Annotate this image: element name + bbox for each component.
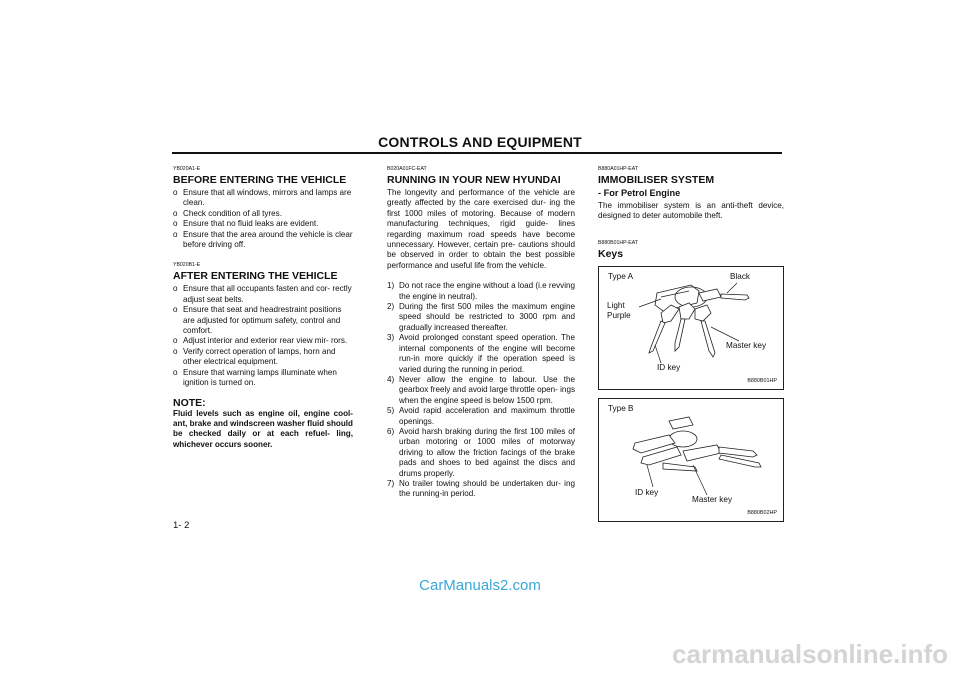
left-column xyxy=(173,164,353,450)
watermark-carmanuals2: CarManuals2.com xyxy=(419,577,541,594)
section-title-running-in: RUNNING IN YOUR NEW HYUNDAI xyxy=(387,174,561,186)
bullet: o xyxy=(173,284,178,294)
list-number: 2) xyxy=(387,302,395,312)
figure-code: B880B02HP xyxy=(747,510,777,516)
master-key-label: Master key xyxy=(726,341,767,350)
light-label: Light xyxy=(607,301,625,310)
master-key-label: Master key xyxy=(692,495,733,504)
type-a-label: Type A xyxy=(608,272,634,281)
figure-keys-type-a xyxy=(598,266,784,390)
figure-keys-type-b xyxy=(598,398,784,522)
section-title-immobiliser: IMMOBILISER SYSTEM xyxy=(598,174,715,186)
list-item: 4) Never allow the engine to labour. Use the gearbox freely and avoid large throttle open- ings when the engine speed is below 1500 rpm. xyxy=(387,374,575,405)
id-key-label: ID key xyxy=(657,363,681,372)
list-number: 7) xyxy=(387,478,395,488)
immobiliser-paragraph: The immobiliser system is an anti-theft device, designed to deter automobile theft. xyxy=(598,201,784,221)
bullet: o xyxy=(173,346,178,356)
right-column xyxy=(598,164,784,263)
list-number: 3) xyxy=(387,333,395,343)
list-item: 3) Avoid prolonged constant speed operation. The internal components of the engine will become run-in more quickly if the operation speed is varied during the running in period. xyxy=(387,333,575,374)
header-divider xyxy=(172,152,782,154)
list-item: 7) No trailer towing should be undertaken dur- ing the running-in period. xyxy=(387,478,575,499)
list-number: 1) xyxy=(387,281,395,291)
page-number: 1- 2 xyxy=(173,520,190,531)
list-item: 6) Avoid harsh braking during the first 100 miles of urban motoring or 1000 miles of motorway driving to allow the friction facings of the brake pads and shoes to bed against the discs and drums properly. xyxy=(387,426,575,478)
section-code: B880A01HP-EAT xyxy=(598,166,638,172)
section-subtitle: - For Petrol Engine xyxy=(598,188,681,198)
figure-code: B880B01HP xyxy=(747,378,777,384)
section-title-after-entering: AFTER ENTERING THE VEHICLE xyxy=(173,270,338,283)
intro-paragraph: The longevity and performance of the vehicle are greatly affected by the care exercised dur- ing the first 1000 miles of motoring. Because of modern manufacturing techniques, rigid guide- lines regarding maximum road speeds have become unnecessary. However, certain pre- cautions should be observed in order to obtain the best possible performance and useful life from the vehicle. xyxy=(387,188,575,270)
list-item: o Adjust interior and exterior rear view mir- rors. xyxy=(173,336,348,346)
section-code: YB020B1-E xyxy=(173,262,201,269)
list-item: o Check condition of all tyres. xyxy=(173,208,282,218)
list-number: 4) xyxy=(387,374,395,384)
list-item: o Ensure that all occupants fasten and cor- rectly adjust seat belts. xyxy=(173,284,352,304)
list-number: 6) xyxy=(387,426,395,436)
list-item: o Ensure that warning lamps illuminate when ignition is turned on. xyxy=(173,367,337,388)
list-item: 5) Avoid rapid acceleration and maximum throttle openings. xyxy=(387,406,575,426)
note-title: NOTE: xyxy=(173,396,206,409)
middle-column xyxy=(387,164,575,500)
purple-label: Purple xyxy=(607,311,631,320)
section-code: B880B01HP-EAT xyxy=(598,239,638,246)
section-title-keys: Keys xyxy=(598,247,624,260)
list-number: 5) xyxy=(387,406,395,416)
note-text: Fluid levels such as engine oil, engine cool- ant, brake and windscreen washer fluid should be checked daily or at each refuel- ling, whichever occurs sooner. xyxy=(173,408,353,449)
list-item: o Ensure that the area around the vehicle is clear before driving off. xyxy=(173,229,353,250)
list-item: 2) During the first 500 miles the maximum engine speed should be restricted to 3000 rpm and gradually increased thereafter. xyxy=(387,302,575,332)
type-b-label: Type B xyxy=(608,404,634,413)
bullet: o xyxy=(173,188,178,197)
section-code: YB020A1-E xyxy=(173,166,201,172)
bullet: o xyxy=(173,219,178,229)
list-item: o Ensure that no fluid leaks are evident. xyxy=(173,219,319,229)
page-title: CONTROLS AND EQUIPMENT xyxy=(378,134,582,150)
bullet: o xyxy=(173,336,178,346)
bullet: o xyxy=(173,367,178,377)
black-label: Black xyxy=(730,272,751,281)
list-item: o Ensure that all windows, mirrors and lamps are clean. xyxy=(173,188,352,208)
section-code: B020A01FC-EAT xyxy=(387,166,427,172)
list-item: o Ensure that seat and headrestraint positions are adjusted for optimum safety, control and comfort. xyxy=(173,305,342,336)
bullet: o xyxy=(173,305,178,315)
bullet: o xyxy=(173,229,178,239)
id-key-label: ID key xyxy=(635,488,659,497)
list-item: 1) Do not race the engine without a load (i.e revving the engine in neutral). xyxy=(387,281,575,301)
keys-type-b-illustration xyxy=(599,399,783,521)
keys-type-a-illustration xyxy=(599,267,783,389)
list-item: o Verify correct operation of lamps, horn and other electrical equipment. xyxy=(173,346,336,367)
section-title-before-entering: BEFORE ENTERING THE VEHICLE xyxy=(173,174,347,186)
watermark-carmanualsonline: carmanualsonline.info xyxy=(672,639,948,669)
bullet: o xyxy=(173,208,178,218)
